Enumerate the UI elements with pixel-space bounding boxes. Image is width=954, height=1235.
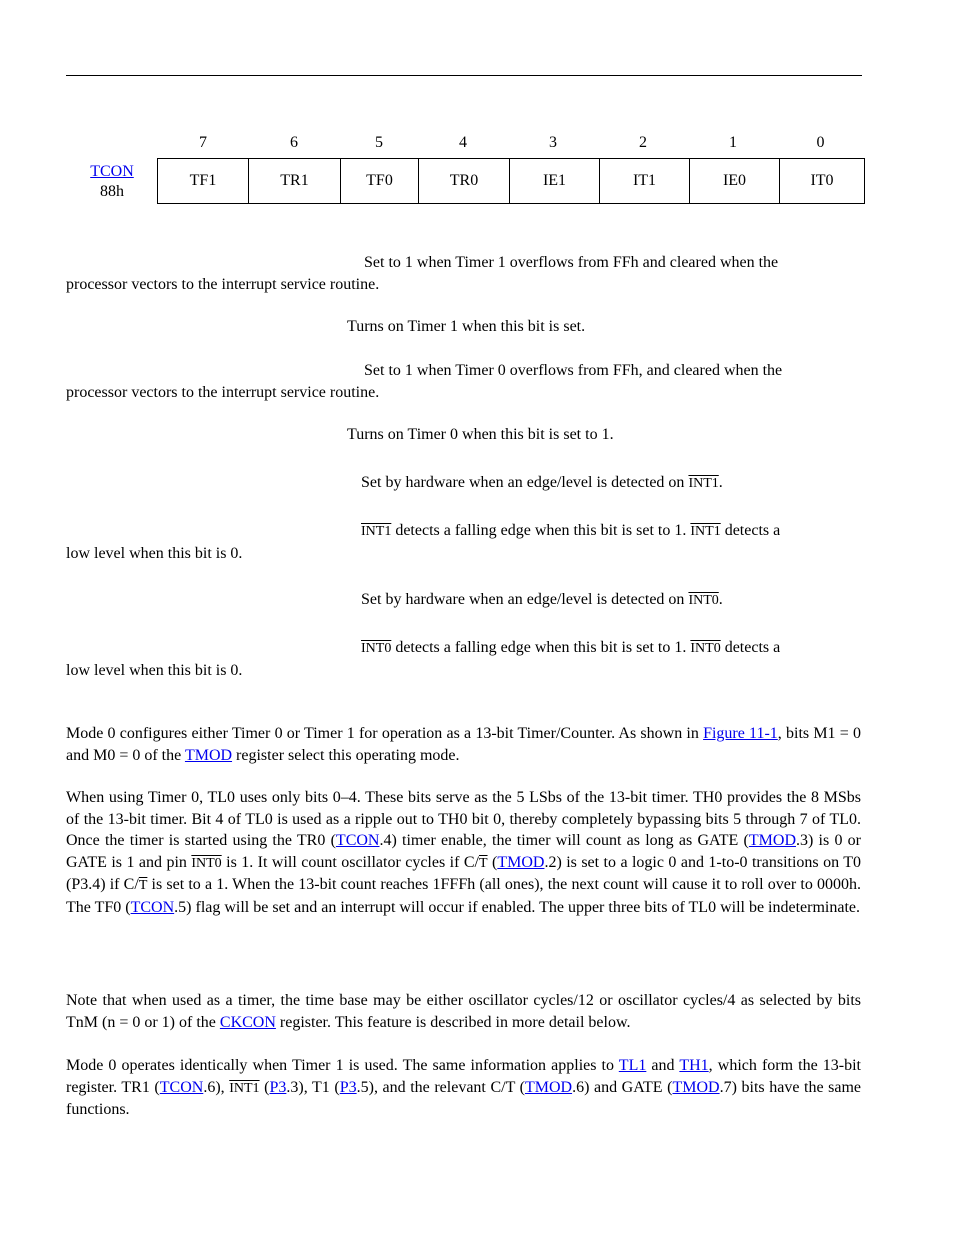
ckcon-link[interactable]: CKCON — [219, 1013, 276, 1031]
register-label — [66, 162, 158, 202]
bit-cell-tf1: TF1 — [158, 159, 249, 204]
mode0-intro-paragraph: Mode 0 configures either Timer 0 or Timer 1 for operation as a 13-bit Timer/Counter. As shown in Figure 11-1, bits M1 = 0 and M0 = 0 of the TMOD register select this operating mode. — [66, 725, 862, 764]
bit-cell-it1: IT1 — [600, 159, 690, 204]
int1-signal: INT1 — [688, 476, 719, 491]
mode0-timer1-paragraph: Mode 0 operates identically when Timer 1 is used. The same information applies to TL1 and TH1, which form the 13-bit register. TR1 (TCON.6), INT1 (P3.3), T1 (P3.5), and the relevant C/T (TMOD.6) and GATE (TMOD.7) bits have the same functions. — [66, 1057, 862, 1118]
header-rule — [66, 75, 862, 76]
bit-cell-ie0: IE0 — [690, 159, 780, 204]
desc-it0: INT0 detects a falling edge when this bit is set to 1. INT0 detects a low level when this bit is 0. — [66, 639, 781, 679]
bit-cell-tf0: TF0 — [341, 159, 419, 204]
register-bit-table — [157, 158, 865, 204]
desc-tr1: Turns on Timer 1 when this bit is set. — [347, 318, 586, 335]
tcon-link[interactable]: TCON — [90, 163, 134, 180]
p3-link[interactable]: P3 — [269, 1078, 287, 1096]
mode0-timebase-paragraph: Note that when used as a timer, the time base may be either oscillator cycles/12 or oscillator cycles/4 as selected by bits TnM (n = 0 or 1) of the CKCON register. This feature is described in more detail below. — [66, 992, 861, 1031]
bit-number: 7 — [199, 134, 207, 151]
th1-link[interactable]: TH1 — [679, 1057, 709, 1074]
bit-cell-tr0: TR0 — [419, 159, 510, 204]
p3-link[interactable]: P3 — [339, 1078, 357, 1096]
int1-signal: INT1 — [690, 524, 721, 539]
figure-11-1-link[interactable]: Figure 11-1 — [703, 725, 778, 742]
int1-signal: INT1 — [229, 1080, 260, 1096]
desc-tf0: Set to 1 when Timer 0 overflows from FFh, and cleared when the processor vectors to the interrupt service routine. — [66, 362, 783, 401]
register-address: 88h — [100, 183, 124, 200]
tcon-link[interactable]: TCON — [130, 898, 175, 916]
tmod-link[interactable]: TMOD — [497, 853, 545, 871]
bit-number: 6 — [290, 134, 298, 151]
bit-number: 5 — [375, 134, 383, 151]
tcon-link[interactable]: TCON — [335, 832, 380, 849]
int1-signal: INT1 — [361, 524, 392, 539]
desc-ie1: Set by hardware when an edge/level is detected on INT1. — [361, 474, 723, 491]
bit-cell-it0: IT0 — [780, 159, 865, 204]
desc-it1: INT1 detects a falling edge when this bit is set to 1. INT1 detects a low level when this bit is 0. — [66, 522, 781, 562]
desc-tr0: Turns on Timer 0 when this bit is set to 1. — [347, 426, 614, 443]
bit-cell-ie1: IE1 — [510, 159, 600, 204]
bit-number: 1 — [729, 134, 737, 151]
bit-number: 3 — [549, 134, 557, 151]
tl1-link[interactable]: TL1 — [618, 1057, 647, 1074]
tmod-link[interactable]: TMOD — [184, 746, 233, 764]
mode0-timer0-paragraph: When using Timer 0, TL0 uses only bits 0–4. These bits serve as the 5 LSbs of the 13-bit timer. TH0 provides the 8 MSbs of the 13-bit timer. Bit 4 of TL0 is used as a ripple out to TH0 bit 0, thereby completely bypassing bits 5 through 7 of TL0. Once the timer is started using the TR0 (TCON.4) timer enable, the timer will count as long as GATE (TMOD.3) is 0 or GATE is 1 and pin INT0 is 1. It will count oscillator cycles if $C/\overline{T}$ (TMOD.2) is set to a logic 0 and 1-to-0 transitions on T0 (P3.4) if $C/\overline{T}$ is set to a 1. When the 13-bit count reaches 1FFFh (all ones), the next count will cause it to roll over to 0000h. The TF0 (TCON.5) flag will be set and an interrupt will occur if enabled. The upper three bits of TL0 will be indeterminate. — [66, 789, 862, 916]
int0-signal: INT0 — [690, 641, 721, 656]
tmod-link[interactable]: TMOD — [748, 832, 796, 849]
desc-tf1: Set to 1 when Timer 1 overflows from FFh and cleared when the processor vectors to the interrupt service routine. — [66, 254, 779, 293]
int0-signal: INT0 — [688, 593, 719, 608]
tmod-link[interactable]: TMOD — [524, 1078, 573, 1096]
bit-number: 4 — [459, 134, 467, 151]
desc-ie0: Set by hardware when an edge/level is detected on INT0. — [361, 591, 723, 608]
int0-signal: INT0 — [191, 855, 222, 871]
bit-number: 0 — [816, 134, 825, 151]
tcon-link[interactable]: TCON — [159, 1078, 204, 1096]
bit-number-row — [158, 134, 864, 156]
tmod-link[interactable]: TMOD — [672, 1078, 720, 1096]
t-bar-signal: $\overline{T}$ — [478, 855, 488, 871]
bit-cell-tr1: TR1 — [249, 159, 341, 204]
t-bar-signal: $\overline{T}$ — [138, 878, 148, 893]
int0-signal: INT0 — [361, 641, 392, 656]
bit-number: 2 — [639, 134, 647, 151]
